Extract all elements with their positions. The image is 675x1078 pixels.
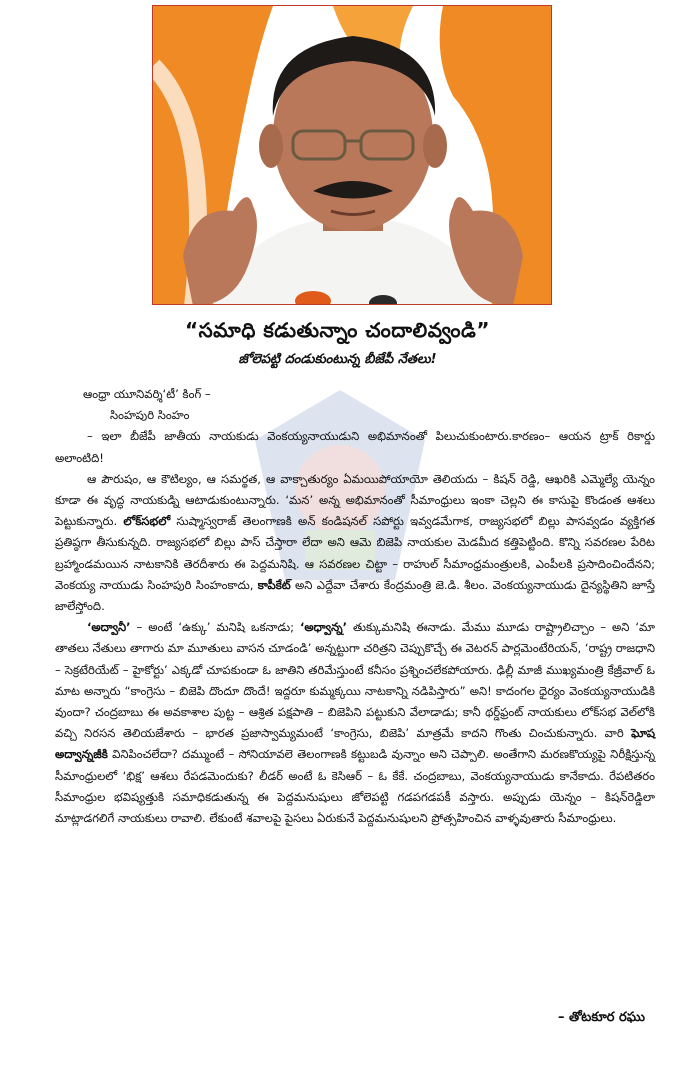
paragraph-1: – ఇలా బీజేపీ జాతీయ నాయకుడు వెంకయ్యనాయుడుని అభిమానంతో పిలుచుకుంటారు.కారణం– ఆయన ట్రాక్ రికార్డు అలాంటిది!: [55, 429, 655, 465]
paragraph-3-text-f: వినిపించలేదా? దమ్ముంటే – సోనియావలె తెలంగాణకి కట్టుబడి వున్నాం అని చెప్పాలి. అంతేగాని మరణకొయ్యపై నిరీక్షిస్తున్న సీమాంధ్రులలో ‘భిక్ష’ ఆశలు రేపడమెందుకు? లీడర్ అంటే ఓ కెసిఆర్ – ఓ కేకే. చంద్రబాబు, వెంకయ్యనాయుడు కానేకాదు. రేపటితరం సీమాంధ్రుల భవిష్యత్తుకి సమాధికడుతున్న ఈ పెద్దమనుషులు జోలెపట్టి గడపగడపకీ వస్తారు. అప్పుడు యెన్నం – కిషన్‌రెడ్డిలా మాట్లాడగలిగే నాయకులు రావాలి. లేకుంటే శవాలపై పైసలు ఏరుకునే పెద్దమనుషులని ప్రోత్సహించిన వాళ్ళవుతారు సీమాంధ్రులు.: [55, 747, 655, 826]
article-body: [55, 384, 655, 829]
article-line-1: ఆంధ్రా యూనివర్శి‘టీ’ కింగ్ –: [83, 387, 211, 401]
article-line-2: సింహపురి సింహం: [110, 408, 190, 423]
paragraph-3: [55, 617, 655, 829]
paragraph-3-bold-adhvanna: ‘అధ్వాన్న’: [300, 620, 348, 635]
paragraph-3-bold-advani: ‘అద్వానీ’: [87, 620, 131, 635]
paragraph-2: [55, 469, 655, 617]
paragraph-3-text-d: తుక్కుమనిషి ఈనాడు. మేము మూడు రాష్ట్రాలిచ్చాం – అని ‘మా తాతలు నేతులు తాగారు మా మూతులు వాసన చూడండి’ అన్నట్టుగా చరిత్రని చెప్పుకొచ్చే ఈ వెటరన్ పార్లమెంటేరియన్, ‘రాష్ట్ర రాజధాని – సెక్రటేరియేట్ – హైకోర్టు’ ఎక్కడో చూపకుండా ఓ జాతిని తరిమేస్తుంటే కనీసం ప్రశ్నించలేకపోయారు. ఢిల్లీ మాజీ ముఖ్యమంత్రి కేజ్రీవాల్ ఓ మాట అన్నారు “కాంగ్రెసు – బిజెపి దొందూ దొందే! ఇద్దరూ కుమ్మక్కయి నాటకాన్ని నడిపిస్తారు” అని! కాదంగల ధైర్యం వెంకయ్యనాయుడికి వుందా? చంద్రబాబు ఈ అవకాశాల పుట్ట – ఆశ్రిత పక్షపాతి – బిజెపిని పట్టుకుని వేలాడాడు; కానీ థర్డ్‌ఫ్రంట్ నాయకులు లోక్‌సభ వెల్‌లోకి వచ్చి నిరసన తెలియజేశారు – భారత ప్రజాస్వామ్యమంటే ‘కాంగ్రెసు, బిజెపి’ మాత్రమే కాదని గొంతు చించుకున్నారు. వారి: [55, 620, 655, 741]
paragraph-2-bold-loksabha: లోక్‌సభలో: [123, 514, 171, 529]
paragraph-2-bold-copycat: కాపీకేట్: [257, 577, 291, 592]
paragraph-3-text-b: – అంటే ‘ఉక్కు’ మనిషి ఒకనాడు;: [130, 620, 300, 635]
author-byline: – తోటకూర రఘు: [557, 1010, 645, 1025]
paragraph-2-text-c: సుష్మాస్వరాజ్ తెలంగాణకి అన్ కండిషనల్ సపోర్టు ఇవ్వడమేగాక, రాజ్యసభలో బిల్లు పాసవ్వడం వ్యక్తిగత ప్రతిష్ఠగా తీసుకున్నది. రాజ్యసభలో బిల్లు పాస్ చేస్తారా లేదా అని ఆమె బిజెపి నాయకుల మెడమీద కత్తిపెట్టింది. కొన్ని సవరణల పేరిట బ్రహ్మాండమయిన నాటకానికి తెరదీశారు ఈ పెద్దమనిషి. ఆ సవరణల చిట్టా – రాహుల్ సీమాంధ్రమంత్రులకి, ఎంపీలకి ప్రసాదించిందేనని; వెంకయ్య నాయుడు సింహపురి సింహంకాదు,: [55, 514, 655, 592]
paragraph-3-bold-ghosha: ఘోష అద్వాన్నజీకి: [55, 726, 655, 762]
subheadline: జోలెపట్టి దండుకుంటున్న బీజేపీ నేతలు!: [238, 352, 437, 367]
headline: “సమాధి కడుతున్నాం చందాలివ్వండి”: [185, 318, 490, 342]
portrait-illustration: [153, 6, 552, 305]
article-photo: [152, 5, 552, 305]
paragraph-2-text-a: ఆ పౌరుషం, ఆ కౌటిల్యం, ఆ సమర్థత, ఆ వాక్చాతుర్యం ఏమయిపోయాయో తెలియదు – కిషన్ రెడ్డి, ఆఖరికి ఎమ్మెల్యే యెన్నం కూడా ఈ వృద్ధ నాయకుడ్ని ఆటాడుకుంటున్నారు. ‘మన’ అన్న అభిమానంతో సీమాంధ్రులు ఇంకా చెల్లని ఈ కాసుపై కొండంత ఆశలు పెట్టుకున్నారు.: [55, 471, 655, 529]
paragraph-2-text-e: అని ఎద్దేవా చేశారు కేంద్రమంత్రి జె.డి. శీలం. వెంకయ్యనాయుడు దైన్యస్థితిని జూస్తే జాలేస్తోంది.: [55, 577, 656, 614]
